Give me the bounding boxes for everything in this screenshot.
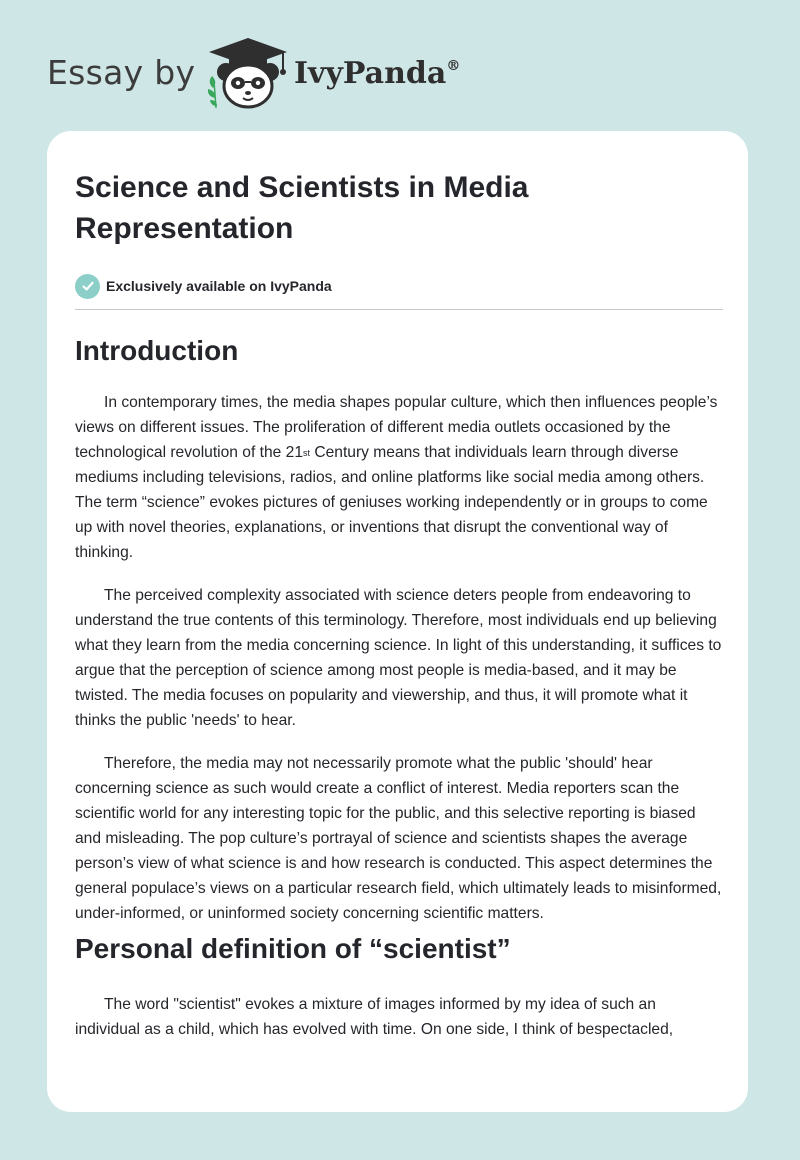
essay-card [47, 131, 748, 1112]
site-header [47, 36, 467, 116]
brand-prefix: Essay by [47, 53, 196, 92]
section-heading: Personal definition of “scientist” [75, 933, 511, 964]
paragraph: The word "scientist" evokes a mixture of images informed by my idea of such an individual as a child, which has evolved with time. On one side, I think of bespectacled, [75, 996, 674, 1038]
essay-title: Science and Scientists in Media Representation [75, 171, 529, 245]
exclusive-badge [75, 273, 723, 299]
badge-label: Exclusively available on IvyPanda [106, 278, 332, 294]
essay-content [75, 167, 723, 1042]
trademark-symbol: ® [446, 58, 461, 74]
panda-graduate-logo-icon[interactable] [203, 36, 293, 110]
paragraph: The perceived complexity associated with science deters people from endeavoring to understand the true contents of this terminology. Therefore, most individuals end up believing what they learn from the media concerning science. In light of this understanding, it suffices to argue that the perception of science among most people is media-based, and it may be twisted. The media focuses on popularity and viewership, and thus, it will promote what it thinks the public 'needs' to hear. [75, 587, 722, 729]
paragraph: Therefore, the media may not necessarily promote what the public 'should' hear concerning science as such would create a conflict of interest. Media reporters scan the scientific world for any interesting topic for the public, and this selective reporting is biased and misleading. The pop culture’s portrayal of science and scientists shapes the average person’s view of what science is and how research is conducted. This aspect determines the general populace’s views on a particular research field, which ultimately leads to misinformed, under-informed, or uninformed society concerning scientific matters. [75, 755, 722, 922]
paragraph: In contemporary times, the media shapes popular culture, which then influences people’s views on different issues. The proliferation of different media outlets occasioned by the technological revolution of the 21st Century means that individuals learn through diverse mediums including televisions, radios, and online platforms like social media among others. The term “science” evokes pictures of geniuses working independently or in groups to come up with novel theories, explanations, or inventions that disrupt the conventional way of thinking. [75, 394, 718, 561]
brand-name[interactable]: IvyPanda® [294, 56, 461, 91]
check-circle-icon [75, 274, 100, 299]
section-introduction [75, 334, 723, 926]
ordinal-superscript: st [303, 448, 311, 458]
section-personal-definition [75, 932, 723, 1042]
divider [75, 309, 723, 310]
section-heading: Introduction [75, 335, 239, 366]
